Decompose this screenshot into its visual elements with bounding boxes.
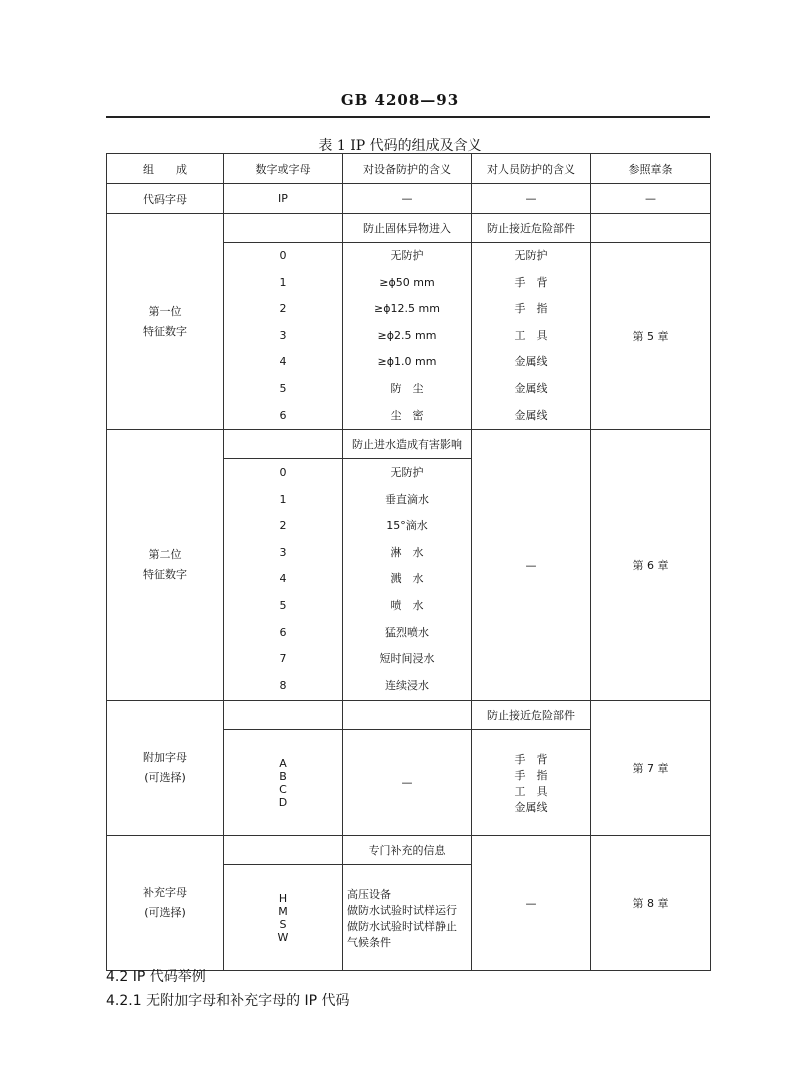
first-digit-person: 工 具 xyxy=(514,328,548,342)
first-digit-equipment: ≥ϕ12.5 mm xyxy=(374,302,440,316)
first-digit-code: 6 xyxy=(279,408,287,422)
second-digit-equipment: 猛烈喷水 xyxy=(385,625,429,639)
second-digit-subheader-row xyxy=(107,430,711,459)
supplementary-ref: 第 8 章 xyxy=(591,836,711,971)
second-digit-codes xyxy=(224,459,343,701)
code-letter-label: 代码字母 xyxy=(107,184,224,214)
supplementary-equipment: 做防水试验时试样运行 xyxy=(347,903,457,917)
first-digit-code-blank xyxy=(224,214,343,243)
second-digit-equipment-list xyxy=(343,459,472,701)
header-rule xyxy=(106,116,710,118)
additional-code: D xyxy=(278,795,288,809)
col-header-reference: 参照章条 xyxy=(591,154,711,184)
first-digit-person: 金属线 xyxy=(514,355,548,369)
first-digit-person: 金属线 xyxy=(514,408,548,422)
supplementary-label-line1: 补充字母 xyxy=(143,886,187,900)
additional-label-line2: (可选择) xyxy=(144,771,186,785)
supplementary-equipment: 高压设备 xyxy=(347,887,391,901)
second-digit-equipment-header: 防止进水造成有害影响 xyxy=(343,430,472,459)
second-digit-label-line1: 第二位 xyxy=(148,548,182,562)
second-digit-equipment: 溅 水 xyxy=(390,572,424,586)
supplementary-label-line2: (可选择) xyxy=(144,906,186,920)
additional-equipment: — xyxy=(343,730,472,836)
additional-person-list xyxy=(472,730,591,836)
supplementary-code-blank xyxy=(224,836,343,865)
additional-person: 手 背 xyxy=(514,752,548,766)
col-header-person: 对人员防护的含义 xyxy=(472,154,591,184)
second-digit-code: 0 xyxy=(279,465,287,479)
first-digit-equipment-list xyxy=(343,243,472,430)
additional-code: A xyxy=(279,756,287,770)
second-digit-code: 3 xyxy=(279,545,287,559)
additional-codes xyxy=(224,730,343,836)
supplementary-subheader-row xyxy=(107,836,711,865)
supplementary-code: H xyxy=(278,891,288,905)
second-digit-person: — xyxy=(472,430,591,701)
second-digit-code: 5 xyxy=(279,598,287,612)
first-digit-code: 4 xyxy=(279,355,287,369)
first-digit-equipment: ≥ϕ1.0 mm xyxy=(377,355,437,369)
first-digit-equipment: 尘 密 xyxy=(390,408,424,422)
additional-equipment-blank xyxy=(343,701,472,730)
first-digit-person: 金属线 xyxy=(514,381,548,395)
first-digit-equipment: ≥ϕ50 mm xyxy=(379,275,435,289)
second-digit-code-blank xyxy=(224,430,343,459)
first-digit-codes xyxy=(224,243,343,430)
second-digit-equipment: 垂直滴水 xyxy=(385,492,429,506)
first-digit-person: 手 指 xyxy=(514,302,548,316)
first-digit-person-header: 防止接近危险部件 xyxy=(472,214,591,243)
supplementary-person: — xyxy=(472,836,591,971)
code-letter-value: IP xyxy=(224,184,343,214)
document-id: GB 4208—93 xyxy=(340,91,460,109)
first-digit-person-list xyxy=(472,243,591,430)
additional-subheader-row xyxy=(107,701,711,730)
additional-code-blank xyxy=(224,701,343,730)
first-digit-equipment-header: 防止固体异物进入 xyxy=(343,214,472,243)
second-digit-code: 2 xyxy=(279,519,287,533)
section-heading-4-2-1: 4.2.1 无附加字母和补充字母的 IP 代码 xyxy=(106,993,350,1009)
supplementary-code: S xyxy=(279,917,287,931)
second-digit-equipment: 短时间浸水 xyxy=(379,652,435,666)
first-digit-label-line2: 特征数字 xyxy=(143,324,187,338)
table-caption: 表 1 IP 代码的组成及含义 xyxy=(318,138,482,154)
additional-code: B xyxy=(279,769,287,783)
second-digit-label xyxy=(107,430,224,701)
first-digit-subheader-row xyxy=(107,214,711,243)
code-letter-equipment: — xyxy=(343,184,472,214)
supplementary-label xyxy=(107,836,224,971)
supplementary-equipment: 气候条件 xyxy=(347,935,391,949)
first-digit-code: 1 xyxy=(279,275,287,289)
code-letter-row xyxy=(107,184,711,214)
ip-code-table xyxy=(106,153,711,971)
second-digit-code: 7 xyxy=(279,652,287,666)
first-digit-code: 2 xyxy=(279,302,287,316)
table-header-row xyxy=(107,154,711,184)
second-digit-equipment: 连续浸水 xyxy=(385,678,429,692)
section-heading-4-2: 4.2 IP 代码举例 xyxy=(106,969,206,985)
additional-person: 金属线 xyxy=(514,800,548,814)
first-digit-equipment: ≥ϕ2.5 mm xyxy=(377,328,437,342)
first-digit-equipment: 无防护 xyxy=(390,249,424,262)
first-digit-person: 无防护 xyxy=(514,249,548,262)
additional-person: 手 指 xyxy=(514,768,548,782)
first-digit-label xyxy=(107,214,224,430)
supplementary-equipment-list xyxy=(343,865,472,971)
first-digit-code: 5 xyxy=(279,381,287,395)
additional-label xyxy=(107,701,224,836)
additional-ref: 第 7 章 xyxy=(591,701,711,836)
second-digit-label-line2: 特征数字 xyxy=(143,568,187,582)
second-digit-code: 6 xyxy=(279,625,287,639)
second-digit-equipment: 无防护 xyxy=(390,465,424,479)
supplementary-codes xyxy=(224,865,343,971)
second-digit-ref: 第 6 章 xyxy=(591,430,711,701)
code-letter-ref: — xyxy=(591,184,711,214)
second-digit-equipment: 喷 水 xyxy=(390,598,424,612)
second-digit-equipment: 淋 水 xyxy=(390,545,424,559)
first-digit-code: 3 xyxy=(279,328,287,342)
col-header-code: 数字或字母 xyxy=(224,154,343,184)
first-digit-code: 0 xyxy=(279,249,287,262)
supplementary-equipment-header: 专门补充的信息 xyxy=(343,836,472,865)
additional-code: C xyxy=(279,782,287,796)
first-digit-label-line1: 第一位 xyxy=(148,304,182,318)
second-digit-code: 1 xyxy=(279,492,287,506)
first-digit-person: 手 背 xyxy=(514,275,548,289)
first-digit-ref-blank xyxy=(591,214,711,243)
second-digit-code: 4 xyxy=(279,572,287,586)
supplementary-code: M xyxy=(278,904,288,918)
col-header-equipment: 对设备防护的含义 xyxy=(343,154,472,184)
second-digit-code: 8 xyxy=(279,678,287,692)
first-digit-equipment: 防 尘 xyxy=(390,381,424,395)
additional-person: 工 具 xyxy=(514,784,548,798)
supplementary-equipment: 做防水试验时试样静止 xyxy=(347,919,457,933)
col-header-composition: 组 成 xyxy=(107,154,224,184)
first-digit-ref: 第 5 章 xyxy=(591,243,711,430)
code-letter-person: — xyxy=(472,184,591,214)
additional-label-line1: 附加字母 xyxy=(143,751,187,765)
supplementary-code: W xyxy=(277,930,289,944)
second-digit-equipment: 15°滴水 xyxy=(386,519,428,533)
additional-person-header: 防止接近危险部件 xyxy=(472,701,591,730)
